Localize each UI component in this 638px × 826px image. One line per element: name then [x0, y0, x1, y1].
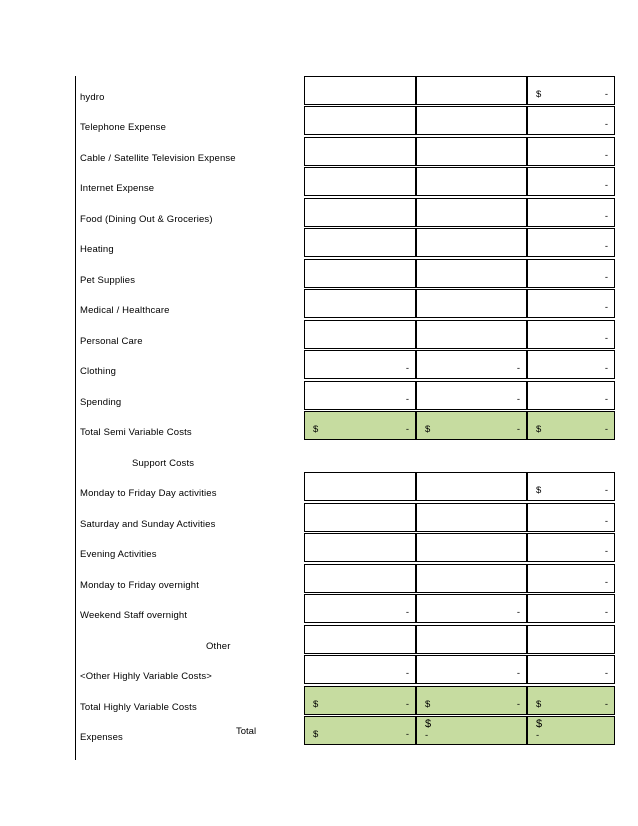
cell-col2[interactable]	[416, 655, 527, 684]
cell-col1[interactable]	[304, 167, 416, 196]
row-evening-activities	[76, 533, 616, 563]
cell-col3[interactable]	[527, 533, 615, 562]
row-label: Pet Supplies	[80, 275, 136, 286]
currency-symbol: $	[313, 424, 319, 435]
cell-col2[interactable]	[416, 228, 527, 257]
cell-col2[interactable]	[416, 350, 527, 379]
cell-value: -	[516, 363, 520, 374]
row-label: Food (Dining Out & Groceries)	[80, 214, 213, 225]
cell-value: -	[405, 699, 409, 710]
cell-value: -	[516, 394, 520, 405]
row-food	[76, 198, 616, 228]
cell-value: -	[405, 424, 409, 435]
row-spending	[76, 381, 616, 411]
cell-value: -	[405, 607, 409, 618]
cell-col1[interactable]	[304, 503, 416, 532]
row-telephone-expense	[76, 106, 616, 136]
cell-col3[interactable]	[527, 381, 615, 410]
row-other-highly-variable	[76, 655, 616, 685]
total-cell-col1[interactable]	[304, 686, 416, 715]
cell-value: -	[604, 241, 608, 252]
cell-col1[interactable]	[304, 198, 416, 227]
cell-value: -	[405, 363, 409, 374]
row-label: hydro	[80, 92, 105, 103]
row-label: Total Highly Variable Costs	[80, 702, 197, 713]
cell-col1[interactable]	[304, 594, 416, 623]
row-other-header	[76, 625, 616, 655]
row-mon-fri-day	[76, 472, 616, 502]
cell-col2[interactable]	[416, 381, 527, 410]
section-heading: Other	[206, 641, 231, 652]
row-label: Monday to Friday Day activities	[80, 488, 217, 499]
cell-value: -	[604, 546, 608, 557]
row-total-highly-variable	[76, 686, 616, 716]
cell-value: -	[536, 730, 540, 741]
row-pet-supplies	[76, 259, 616, 289]
cell-value: -	[405, 668, 409, 679]
cell-value: -	[604, 699, 608, 710]
cell-value: -	[604, 394, 608, 405]
cell-value: -	[604, 424, 608, 435]
currency-symbol: $	[313, 699, 319, 710]
cell-col3[interactable]	[527, 503, 615, 532]
cell-col3[interactable]	[527, 320, 615, 349]
cell-col2[interactable]	[416, 564, 527, 593]
cell-col2[interactable]	[416, 167, 527, 196]
cell-value: -	[405, 394, 409, 405]
row-label: Expenses	[80, 732, 123, 743]
cell-value: -	[516, 699, 520, 710]
cell-value: -	[604, 668, 608, 679]
cell-value: -	[516, 668, 520, 679]
currency-symbol: $	[425, 699, 431, 710]
cell-col1[interactable]	[304, 106, 416, 135]
currency-symbol: $	[425, 718, 432, 730]
cell-value: -	[604, 211, 608, 222]
cell-col3[interactable]	[527, 259, 615, 288]
currency-symbol: $	[536, 89, 542, 100]
cell-col1[interactable]	[304, 625, 416, 654]
row-label: Heating	[80, 244, 114, 255]
row-clothing	[76, 350, 616, 380]
row-support-costs-header	[76, 442, 616, 472]
row-label: <Other Highly Variable Costs>	[80, 671, 212, 682]
cell-col2[interactable]	[416, 198, 527, 227]
cell-col1[interactable]	[304, 228, 416, 257]
cell-value: -	[604, 302, 608, 313]
row-label: Internet Expense	[80, 183, 155, 194]
cell-col2[interactable]	[416, 320, 527, 349]
total-label: Total	[236, 726, 257, 737]
row-weekend-staff-overnight	[76, 594, 616, 624]
row-label: Clothing	[80, 366, 117, 377]
cell-col1[interactable]	[304, 655, 416, 684]
cell-value: -	[604, 607, 608, 618]
cell-col1[interactable]	[304, 472, 416, 501]
currency-symbol: $	[536, 424, 542, 435]
row-label: Cable / Satellite Television Expense	[80, 153, 236, 164]
cell-col3[interactable]	[527, 289, 615, 318]
row-personal-care	[76, 320, 616, 350]
total-cell-col1[interactable]	[304, 716, 416, 745]
cell-col2[interactable]	[416, 259, 527, 288]
cell-col3[interactable]	[527, 625, 615, 654]
section-heading: Support Costs	[132, 458, 195, 469]
cell-col2[interactable]	[416, 289, 527, 318]
row-label: Evening Activities	[80, 549, 157, 560]
cell-col3[interactable]	[527, 198, 615, 227]
row-cable-satellite	[76, 137, 616, 167]
row-label: Personal Care	[80, 336, 143, 347]
cell-value: -	[604, 333, 608, 344]
cell-col2[interactable]	[416, 594, 527, 623]
row-label: Spending	[80, 397, 122, 408]
cell-col3[interactable]	[527, 594, 615, 623]
cell-value: -	[604, 180, 608, 191]
cell-col3[interactable]	[527, 76, 615, 105]
row-hydro	[76, 76, 616, 106]
cell-value: -	[604, 516, 608, 527]
row-mon-fri-overnight	[76, 564, 616, 594]
cell-col1[interactable]	[304, 137, 416, 166]
cell-col1[interactable]	[304, 564, 416, 593]
cell-col1[interactable]	[304, 76, 416, 105]
cell-value: -	[604, 363, 608, 374]
row-total-expenses	[76, 716, 616, 746]
cell-col3[interactable]	[527, 228, 615, 257]
row-medical	[76, 289, 616, 319]
cell-value: -	[516, 424, 520, 435]
cell-col1[interactable]	[304, 533, 416, 562]
currency-symbol: $	[536, 485, 542, 496]
cell-value: -	[425, 730, 429, 741]
total-cell-col2[interactable]	[416, 716, 527, 745]
cell-col2[interactable]	[416, 625, 527, 654]
cell-col2[interactable]	[416, 106, 527, 135]
row-label: Medical / Healthcare	[80, 305, 170, 316]
row-label: Telephone Expense	[80, 122, 167, 133]
currency-symbol: $	[536, 699, 542, 710]
row-sat-sun-activities	[76, 503, 616, 533]
currency-symbol: $	[313, 729, 319, 740]
currency-symbol: $	[536, 718, 543, 730]
cell-value: -	[604, 272, 608, 283]
cell-col2[interactable]	[416, 533, 527, 562]
cell-value: -	[604, 89, 608, 100]
cell-col3[interactable]	[527, 655, 615, 684]
currency-symbol: $	[425, 424, 431, 435]
cell-col1[interactable]	[304, 350, 416, 379]
row-label: Weekend Staff overnight	[80, 610, 188, 621]
cell-value: -	[405, 729, 409, 740]
total-cell-col2[interactable]	[416, 411, 527, 440]
cell-col3[interactable]	[527, 106, 615, 135]
cell-value: -	[604, 150, 608, 161]
total-cell-col2[interactable]	[416, 686, 527, 715]
cell-col3[interactable]	[527, 564, 615, 593]
cell-col3[interactable]	[527, 167, 615, 196]
cell-col2[interactable]	[416, 472, 527, 501]
row-heating	[76, 228, 616, 258]
cell-value: -	[604, 119, 608, 130]
cell-col2[interactable]	[416, 503, 527, 532]
row-label: Total Semi Variable Costs	[80, 427, 192, 438]
cell-col1[interactable]	[304, 381, 416, 410]
cell-col3[interactable]	[527, 350, 615, 379]
cell-col1[interactable]	[304, 289, 416, 318]
total-cell-col1[interactable]	[304, 411, 416, 440]
cell-col1[interactable]	[304, 320, 416, 349]
total-cell-col3[interactable]	[527, 411, 615, 440]
row-label: Monday to Friday overnight	[80, 580, 200, 591]
row-label: Saturday and Sunday Activities	[80, 519, 216, 530]
total-cell-col3[interactable]	[527, 716, 615, 745]
cell-value: -	[516, 607, 520, 618]
total-cell-col3[interactable]	[527, 686, 615, 715]
row-total-semi-variable	[76, 411, 616, 441]
cell-col3[interactable]	[527, 137, 615, 166]
cell-col1[interactable]	[304, 259, 416, 288]
cell-value: -	[604, 485, 608, 496]
cell-col2[interactable]	[416, 76, 527, 105]
cell-col2[interactable]	[416, 137, 527, 166]
cell-col3[interactable]	[527, 472, 615, 501]
cell-value: -	[604, 577, 608, 588]
row-internet-expense	[76, 167, 616, 197]
